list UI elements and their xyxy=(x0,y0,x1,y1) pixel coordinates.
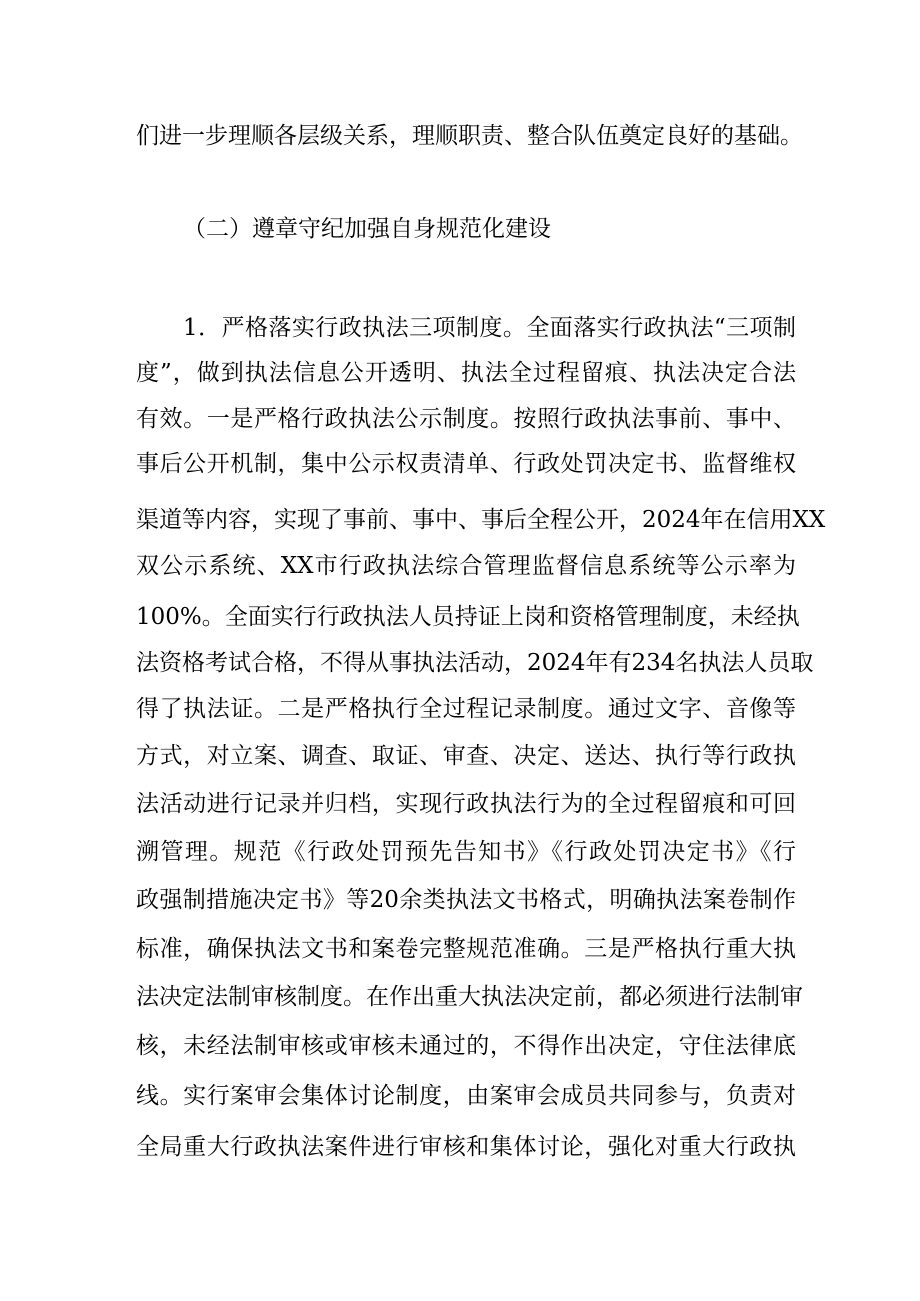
paragraph-line: 渠道等内容，实现了事前、事中、事后全程公开，2024年在信用XX xyxy=(136,507,826,533)
paragraph-line: 双公示系统、XX市行政执法综合管理监督信息系统等公示率为 xyxy=(136,553,796,579)
paragraph-line: 1．严格落实行政执法三项制度。全面落实行政执法“三项制 xyxy=(183,315,796,341)
paragraph-line: 法资格考试合格，不得从事执法活动，2024年有234名执法人员取 xyxy=(136,650,814,676)
paragraph-line: 核，未经法制审核或审核未通过的，不得作出决定，守住法律底 xyxy=(136,1033,796,1059)
paragraph-line: 有效。一是严格行政执法公示制度。按照行政执法事前、事中、 xyxy=(136,406,796,432)
paragraph-line: 们进一步理顺各层级关系，理顺职责、整合队伍奠定良好的基础。 xyxy=(136,123,803,149)
paragraph-line: 标准，确保执法文书和案卷完整规范准确。三是严格执行重大执 xyxy=(136,936,796,962)
paragraph-line: 得了执法证。二是严格执行全过程记录制度。通过文字、音像等 xyxy=(136,696,796,722)
paragraph-line: 度”，做到执法信息公开透明、执法全过程留痕、执法决定合法 xyxy=(136,360,796,386)
paragraph-line: 全局重大行政执法案件进行审核和集体讨论，强化对重大行政执 xyxy=(136,1134,796,1160)
paragraph-line: 方式，对立案、调查、取证、审查、决定、送达、执行等行政执 xyxy=(136,743,796,769)
paragraph-line: 法决定法制审核制度。在作出重大执法决定前，都必须进行法制审 xyxy=(136,984,803,1010)
paragraph-line: 法活动进行记录并归档，实现行政执法行为的全过程留痕和可回 xyxy=(136,791,796,817)
paragraph-line: 100%。全面实行行政执法人员持证上岗和资格管理制度，未经执 xyxy=(136,604,800,630)
paragraph-line: 溯管理。规范《行政处罚预先告知书》《行政处罚决定书》《行 xyxy=(136,839,796,865)
paragraph-line: 线。实行案审会集体讨论制度，由案审会成员共同参与，负责对 xyxy=(136,1083,796,1109)
paragraph-line: 政强制措施决定书》等20余类执法文书格式，明确执法案卷制作 xyxy=(136,887,796,913)
section-heading: （二）遵章守纪加强自身规范化建设 xyxy=(183,216,551,242)
paragraph-line: 事后公开机制，集中公示权责清单、行政处罚决定书、监督维权 xyxy=(136,451,796,477)
